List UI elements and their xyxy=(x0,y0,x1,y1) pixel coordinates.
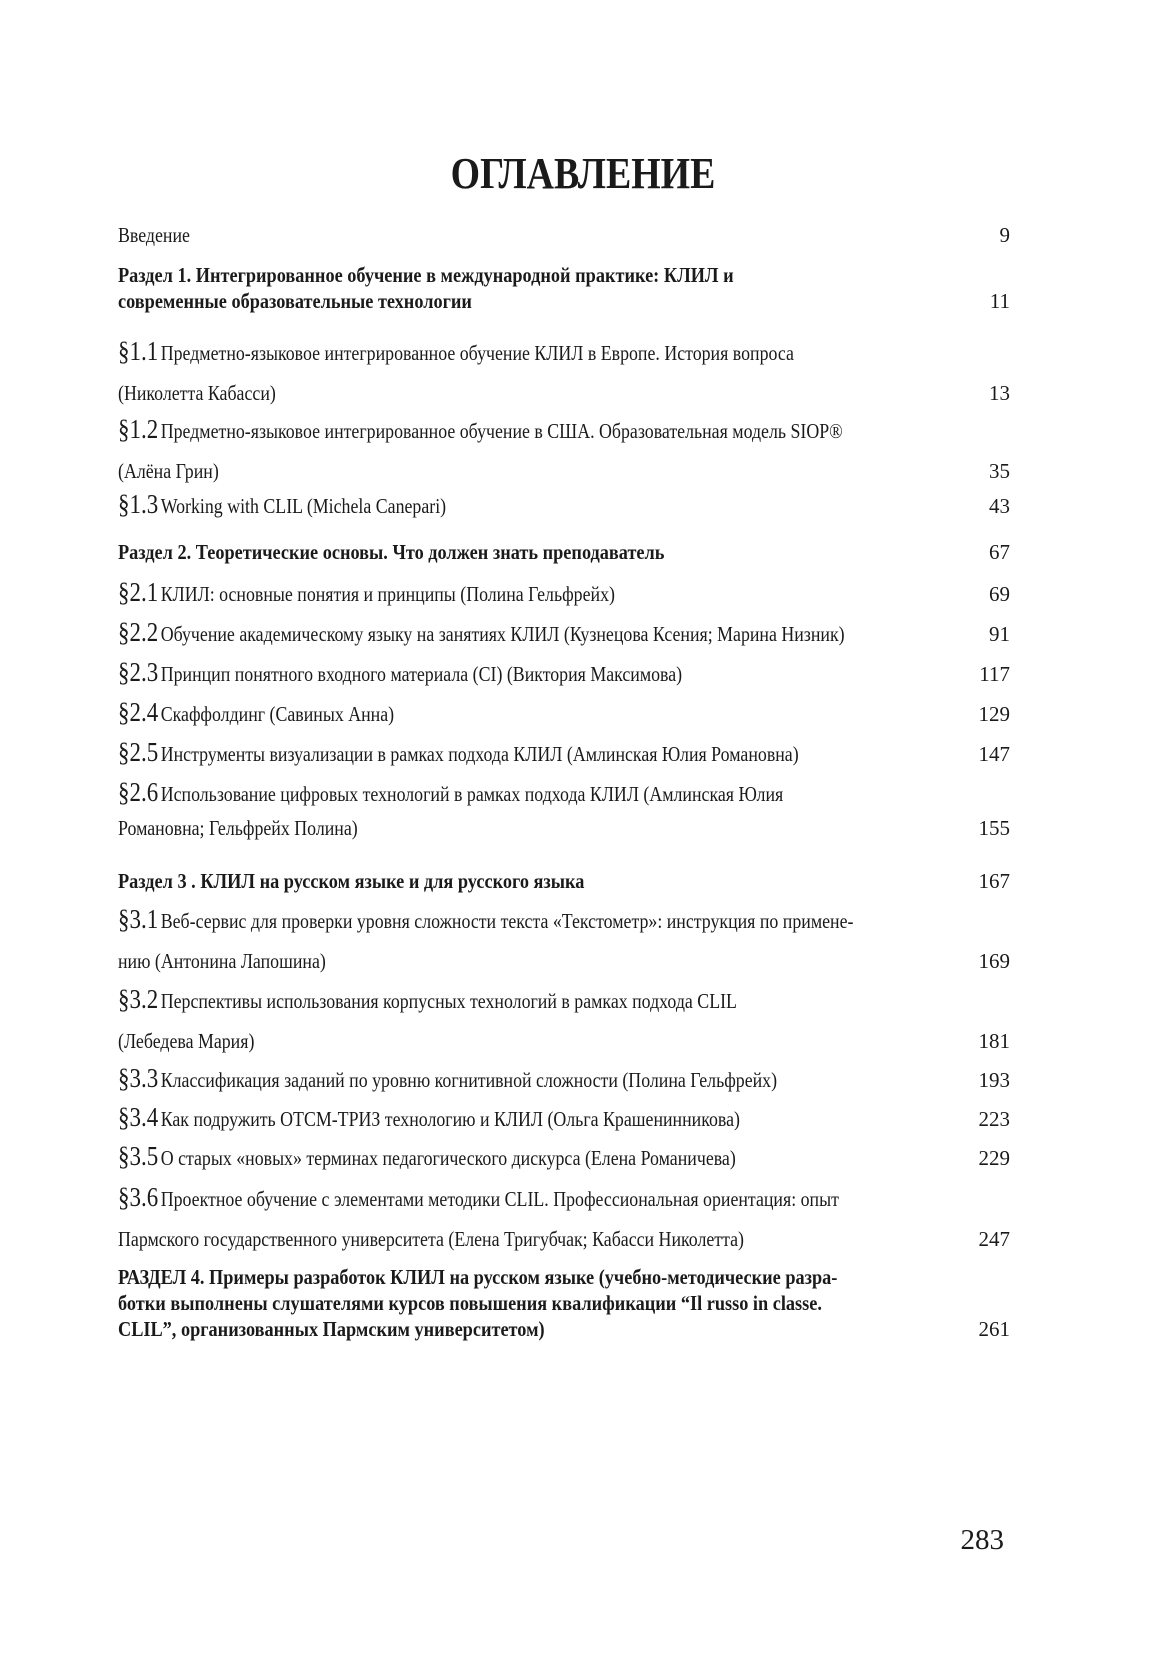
paragraph-mark: §3.2 xyxy=(118,984,159,1014)
toc-entry-text: Как подружить ОТСМ-ТРИЗ технологию и КЛИЛ (Ольга Крашенинникова) xyxy=(160,1107,740,1131)
toc-entry-line: (Лебедева Мария) xyxy=(118,1029,255,1053)
toc-entry-1-2[interactable] xyxy=(118,409,1010,491)
toc-entry-3-4[interactable] xyxy=(118,1098,1010,1138)
toc-entry-line xyxy=(118,572,876,614)
toc-entry-text: Принцип понятного входного материала (CI) (Виктория Максимова) xyxy=(160,662,683,686)
toc-entry-line: ботки выполнены слушателями курсов повышения квалификации “Il russo in classe. xyxy=(118,1291,822,1315)
toc-entry-line xyxy=(118,1059,876,1099)
toc-page-number: 67 xyxy=(989,540,1010,564)
toc-entry-text: КЛИЛ: основные понятия и принципы (Полина Гельфрейх) xyxy=(160,582,615,606)
toc-entry-2-6[interactable] xyxy=(118,772,1010,842)
toc-entry-text: Предметно-языковое интегрированное обучение КЛИЛ в Европе. История вопроса xyxy=(160,341,794,365)
toc-page-number: 43 xyxy=(989,494,1010,518)
toc-section-2[interactable] xyxy=(118,539,1010,565)
toc-entry-line: РАЗДЕЛ 4. Примеры разработок КЛИЛ на русском языке (учебно-методические разра- xyxy=(118,1265,838,1289)
toc-page-number: 117 xyxy=(979,662,1010,686)
toc-entry-line: (Алёна Грин) xyxy=(118,459,219,483)
toc-entry-line xyxy=(118,1137,876,1177)
toc-page-number: 13 xyxy=(989,381,1010,405)
toc-entry-text: Предметно-языковое интегрированное обучение в США. Образовательная модель SIOP® xyxy=(160,419,843,443)
toc-page-number: 155 xyxy=(978,816,1010,840)
toc-entry-line: Пармского государственного университета (Елена Тригубчак; Кабасси Николетта) xyxy=(118,1227,744,1251)
toc-section-1[interactable] xyxy=(118,262,1010,314)
toc-entry-text: Скаффолдинг (Савиных Анна) xyxy=(160,702,395,726)
toc-page-number: 35 xyxy=(989,459,1010,483)
toc-entry-intro[interactable] xyxy=(118,222,1010,248)
toc-page-number: 167 xyxy=(978,869,1010,893)
toc-entry-line: Раздел 3 . КЛИЛ на русском языке и для русского языка xyxy=(118,869,585,893)
toc-page-number: 223 xyxy=(978,1107,1010,1131)
toc-section-4[interactable] xyxy=(118,1264,1010,1342)
toc-page-number: 147 xyxy=(978,742,1010,766)
toc-entry-line: Раздел 2. Теоретические основы. Что должен знать преподаватель xyxy=(118,540,665,564)
toc-entry-line xyxy=(118,1098,876,1138)
toc-entry-line: CLIL”, организованных Пармским университетом) xyxy=(118,1317,545,1341)
toc-entry-2-5[interactable] xyxy=(118,732,1010,774)
toc-page-number: 11 xyxy=(989,289,1010,313)
toc-page-number: 193 xyxy=(978,1068,1010,1092)
toc-page-number: 129 xyxy=(978,702,1010,726)
toc-entry-line xyxy=(118,331,876,373)
toc-entry-text: Инструменты визуализации в рамках подхода КЛИЛ (Амлинская Юлия Романовна) xyxy=(160,742,799,766)
paragraph-mark: §1.1 xyxy=(118,336,159,366)
toc-entry-line: Романовна; Гельфрейх Полина) xyxy=(118,816,358,840)
toc-entry-text: Классификация заданий по уровню когнитивной сложности (Полина Гельфрейх) xyxy=(160,1068,778,1092)
toc-entry-2-1[interactable] xyxy=(118,572,1010,614)
toc-entry-text: О старых «новых» терминах педагогического дискурса (Елена Романичева) xyxy=(160,1146,736,1170)
toc-entry-line: (Николетта Кабасси) xyxy=(118,381,276,405)
paragraph-mark: §3.4 xyxy=(118,1102,159,1132)
toc-entry-2-4[interactable] xyxy=(118,692,1010,734)
toc-entry-line xyxy=(118,652,876,694)
paragraph-mark: §3.3 xyxy=(118,1063,159,1093)
paragraph-mark: §2.4 xyxy=(118,697,159,727)
toc-entry-text: Перспективы использования корпусных технологий в рамках подхода CLIL xyxy=(160,989,737,1013)
toc-entry-1-1[interactable] xyxy=(118,331,1010,413)
toc-entry-line: нию (Антонина Лапошина) xyxy=(118,949,326,973)
toc-page-number: 69 xyxy=(989,582,1010,606)
page-title: ОГЛАВЛЕНИЕ xyxy=(450,149,716,198)
paragraph-mark: §3.6 xyxy=(118,1182,159,1212)
paragraph-mark: §2.5 xyxy=(118,737,159,767)
toc-entry-line xyxy=(118,979,876,1021)
paragraph-mark: §1.3 xyxy=(118,489,159,519)
paragraph-mark: §2.1 xyxy=(118,577,159,607)
paragraph-mark: §3.1 xyxy=(118,904,159,934)
toc-page-number: 261 xyxy=(978,1317,1010,1341)
toc-entry-text: Обучение академическому языку на занятиях КЛИЛ (Кузнецова Ксения; Марина Низник) xyxy=(160,622,845,646)
toc-entry-line xyxy=(118,732,876,774)
toc-section-3[interactable] xyxy=(118,868,1010,894)
toc-entry-2-2[interactable] xyxy=(118,612,1010,654)
toc-page-number: 247 xyxy=(978,1227,1010,1251)
toc-entry-line xyxy=(118,612,876,654)
toc-entry-3-6[interactable] xyxy=(118,1177,1010,1259)
paragraph-mark: §2.6 xyxy=(118,777,159,807)
toc-entry-line xyxy=(118,1177,876,1219)
toc-entry-line xyxy=(118,486,876,524)
page-number: 283 xyxy=(960,1524,1004,1556)
toc-entry-3-5[interactable] xyxy=(118,1137,1010,1177)
toc-entry-3-1[interactable] xyxy=(118,899,1010,981)
toc-entry-line: Раздел 1. Интегрированное обучение в международной практике: КЛИЛ и xyxy=(118,263,734,287)
toc-entry-line xyxy=(118,772,876,814)
toc-entry-text: Введение xyxy=(118,223,190,247)
paragraph-mark: §2.3 xyxy=(118,657,159,687)
toc-entry-text: Использование цифровых технологий в рамках подхода КЛИЛ (Амлинская Юлия xyxy=(160,782,784,806)
toc-page-number: 169 xyxy=(978,949,1010,973)
toc-entry-1-3[interactable] xyxy=(118,486,1010,524)
toc-entry-text: Working with CLIL (Michela Canepari) xyxy=(160,494,447,518)
toc-entry-line: современные образовательные технологии xyxy=(118,289,472,313)
toc-entry-line xyxy=(118,409,876,451)
toc-page-number: 9 xyxy=(999,223,1010,247)
toc-entry-line xyxy=(118,899,876,941)
toc-entry-3-3[interactable] xyxy=(118,1059,1010,1099)
toc-entry-3-2[interactable] xyxy=(118,979,1010,1061)
toc-entry-text: Веб-сервис для проверки уровня сложности текста «Текстометр»: инструкция по примене- xyxy=(160,909,854,933)
paragraph-mark: §1.2 xyxy=(118,414,159,444)
paragraph-mark: §3.5 xyxy=(118,1141,159,1171)
toc-entry-text: Проектное обучение с элементами методики CLIL. Профессиональная ориентация: опыт xyxy=(160,1187,839,1211)
toc-entry-2-3[interactable] xyxy=(118,652,1010,694)
toc-page-number: 91 xyxy=(989,622,1010,646)
toc-entry-line xyxy=(118,692,876,734)
paragraph-mark: §2.2 xyxy=(118,617,159,647)
toc-page-number: 229 xyxy=(978,1146,1010,1170)
toc-page-number: 181 xyxy=(978,1029,1010,1053)
